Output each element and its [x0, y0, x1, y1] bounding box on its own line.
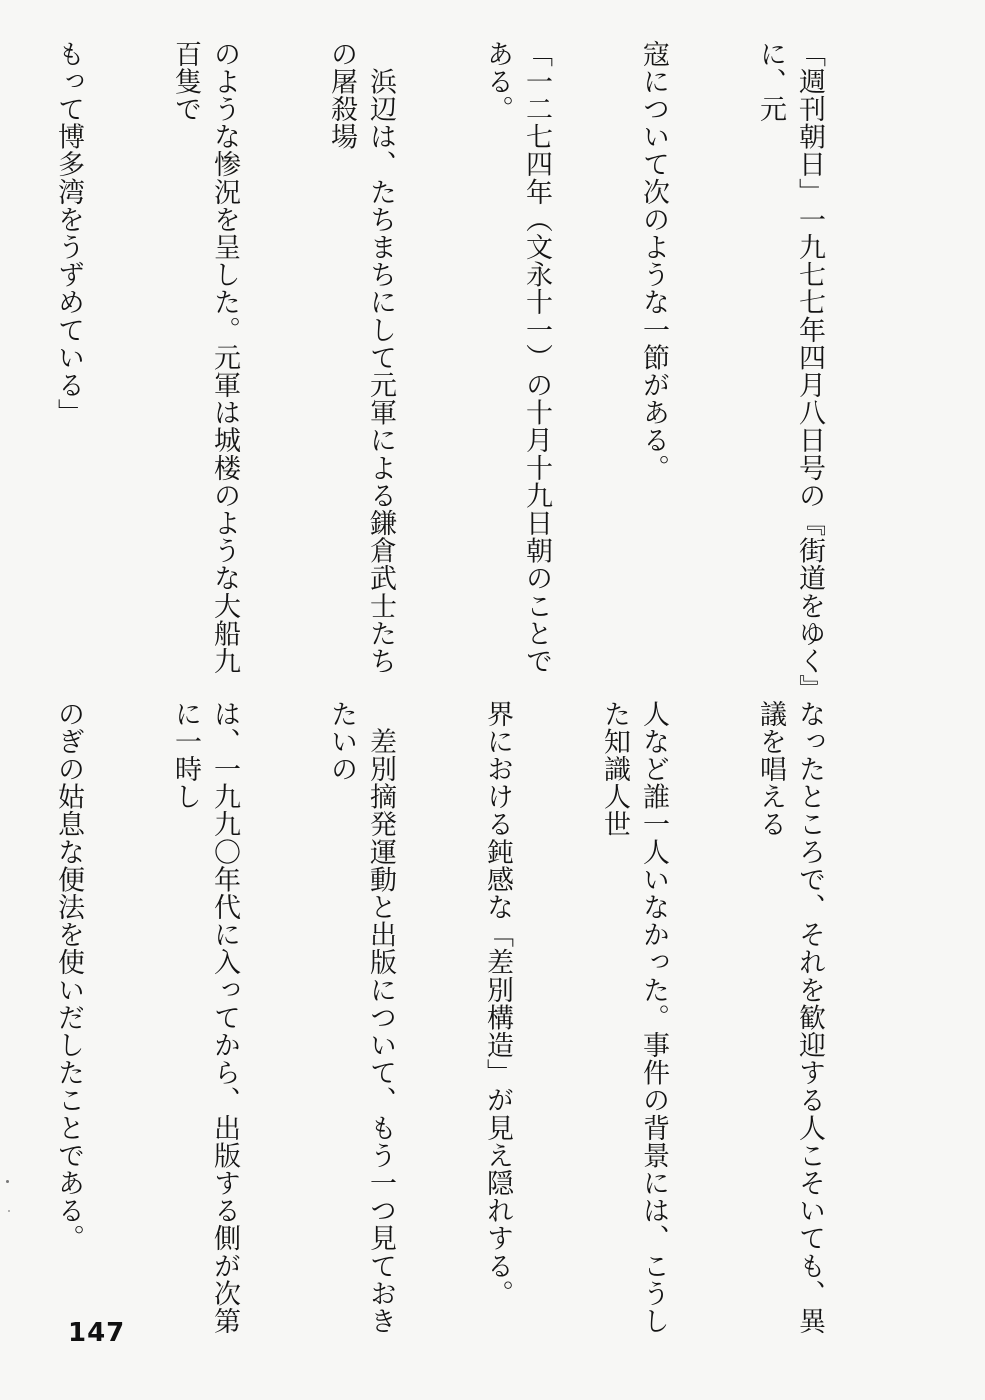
text-column: 差別摘発運動と出版について、もう一つ見ておきたいの [326, 700, 396, 1335]
text-column: 浜辺は、たちまちにして元軍による鎌倉武士たちの屠殺場 [326, 40, 396, 675]
text-column: のような惨況を呈した。元軍は城楼のような大船九百隻で [170, 40, 240, 675]
text-column: のぎの姑息な便法を使いだしたことである。 [53, 700, 84, 1252]
text-column: 界における鈍感な「差別構造」が見え隠れする。 [482, 700, 513, 1308]
text-column: 寇について次のような一節がある。 [638, 40, 669, 482]
page-number: 147 [68, 1318, 126, 1348]
lower-text-block [53, 700, 907, 1340]
scan-speck [8, 1210, 10, 1212]
text-column: なったところで、それを歓迎する人こそいても、異議を唱える [755, 700, 825, 1335]
text-column: は、一九九〇年代に入ってから、出版する側が次第に一時し [170, 700, 240, 1335]
text-column: もって博多湾をうずめている」 [53, 40, 84, 427]
text-column: 人など誰一人いなかった。事件の背景には、こうした知識人世 [599, 700, 669, 1335]
upper-text-block [53, 40, 907, 695]
scan-speck [6, 1180, 9, 1183]
text-column: 「週刊朝日」一九七七年四月八日号の『街道をゆく』に、元 [755, 40, 825, 689]
text-column: 「一二七四年（文永十一）の十月十九日朝のことである。 [482, 40, 552, 675]
